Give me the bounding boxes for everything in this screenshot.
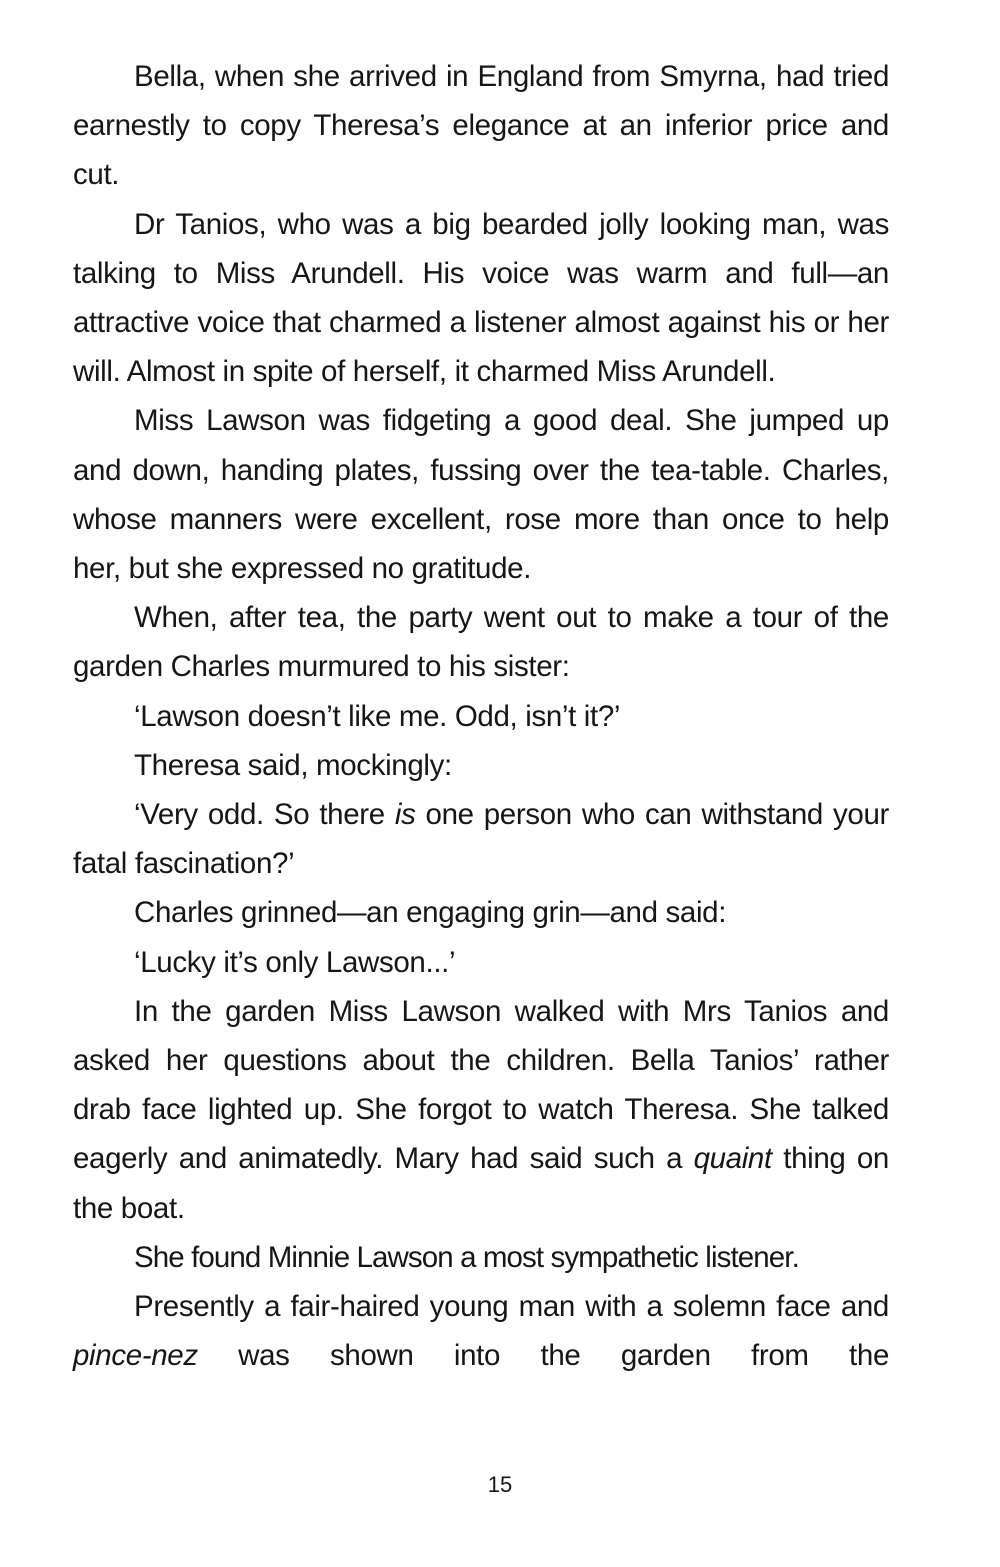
italic-text: quaint — [693, 1142, 772, 1176]
paragraph — [73, 200, 889, 397]
paragraph-text: thing on the boat. — [73, 1142, 889, 1225]
paragraph — [73, 1282, 889, 1380]
book-page-text — [73, 52, 889, 1452]
paragraph — [73, 741, 889, 790]
paragraph-text: In the garden Miss Lawson walked with Mrs Tanios and asked her questions about the children. Bella Tanios’ rather drab face lighted up. She forgot to watch Theresa. She talked eagerly and animatedly. Mary had said such a — [73, 994, 889, 1176]
paragraph-text: Presently a fair-haired young man with a solemn face and — [134, 1290, 889, 1324]
paragraph-text: ‘Lucky it’s only Lawson...’ — [134, 945, 456, 979]
paragraph — [73, 692, 889, 741]
paragraph-text: She found Minnie Lawson a most sympathetic listener. — [134, 1240, 799, 1274]
paragraph — [73, 987, 889, 1233]
paragraph — [73, 396, 889, 593]
paragraph — [73, 52, 889, 200]
paragraph-text: Dr Tanios, who was a big bearded jolly looking man, was talking to Miss Arundell. His voice was warm and full—an attractive voice that charmed a listener almost against his or her will. Almost in spite of herself, it charmed Miss Arundell. — [73, 207, 889, 389]
italic-text: pince-nez — [73, 1339, 198, 1373]
paragraph-text: Charles grinned—an engaging grin—and said: — [134, 896, 727, 930]
paragraph-text: Theresa said, mockingly: — [134, 748, 452, 782]
paragraph-text: ‘Very odd. So there — [134, 798, 395, 832]
paragraph — [73, 938, 889, 987]
paragraph — [73, 593, 889, 691]
paragraph-text: Miss Lawson was fidgeting a good deal. She jumped up and down, handing plates, fussing over the tea-table. Charles, whose manners were excellent, rose more than once to help her, but she expressed no gratitude. — [73, 404, 889, 586]
paragraph — [73, 790, 889, 888]
paragraph-text: one person who can withstand your fatal fascination?’ — [73, 798, 890, 881]
paragraph — [73, 888, 889, 937]
paragraph — [73, 1233, 889, 1282]
paragraph-text: ‘Lawson doesn’t like me. Odd, isn’t it?’ — [134, 699, 621, 733]
italic-text: is — [394, 798, 416, 832]
paragraph-text: When, after tea, the party went out to make a tour of the garden Charles murmured to his sister: — [73, 601, 889, 684]
paragraph-text: was shown into the garden from the — [197, 1339, 889, 1373]
paragraph-text: Bella, when she arrived in England from Smyrna, had tried earnestly to copy Theresa’s elegance at an inferior price and cut. — [73, 60, 889, 192]
page-number: 15 — [487, 1472, 513, 1497]
